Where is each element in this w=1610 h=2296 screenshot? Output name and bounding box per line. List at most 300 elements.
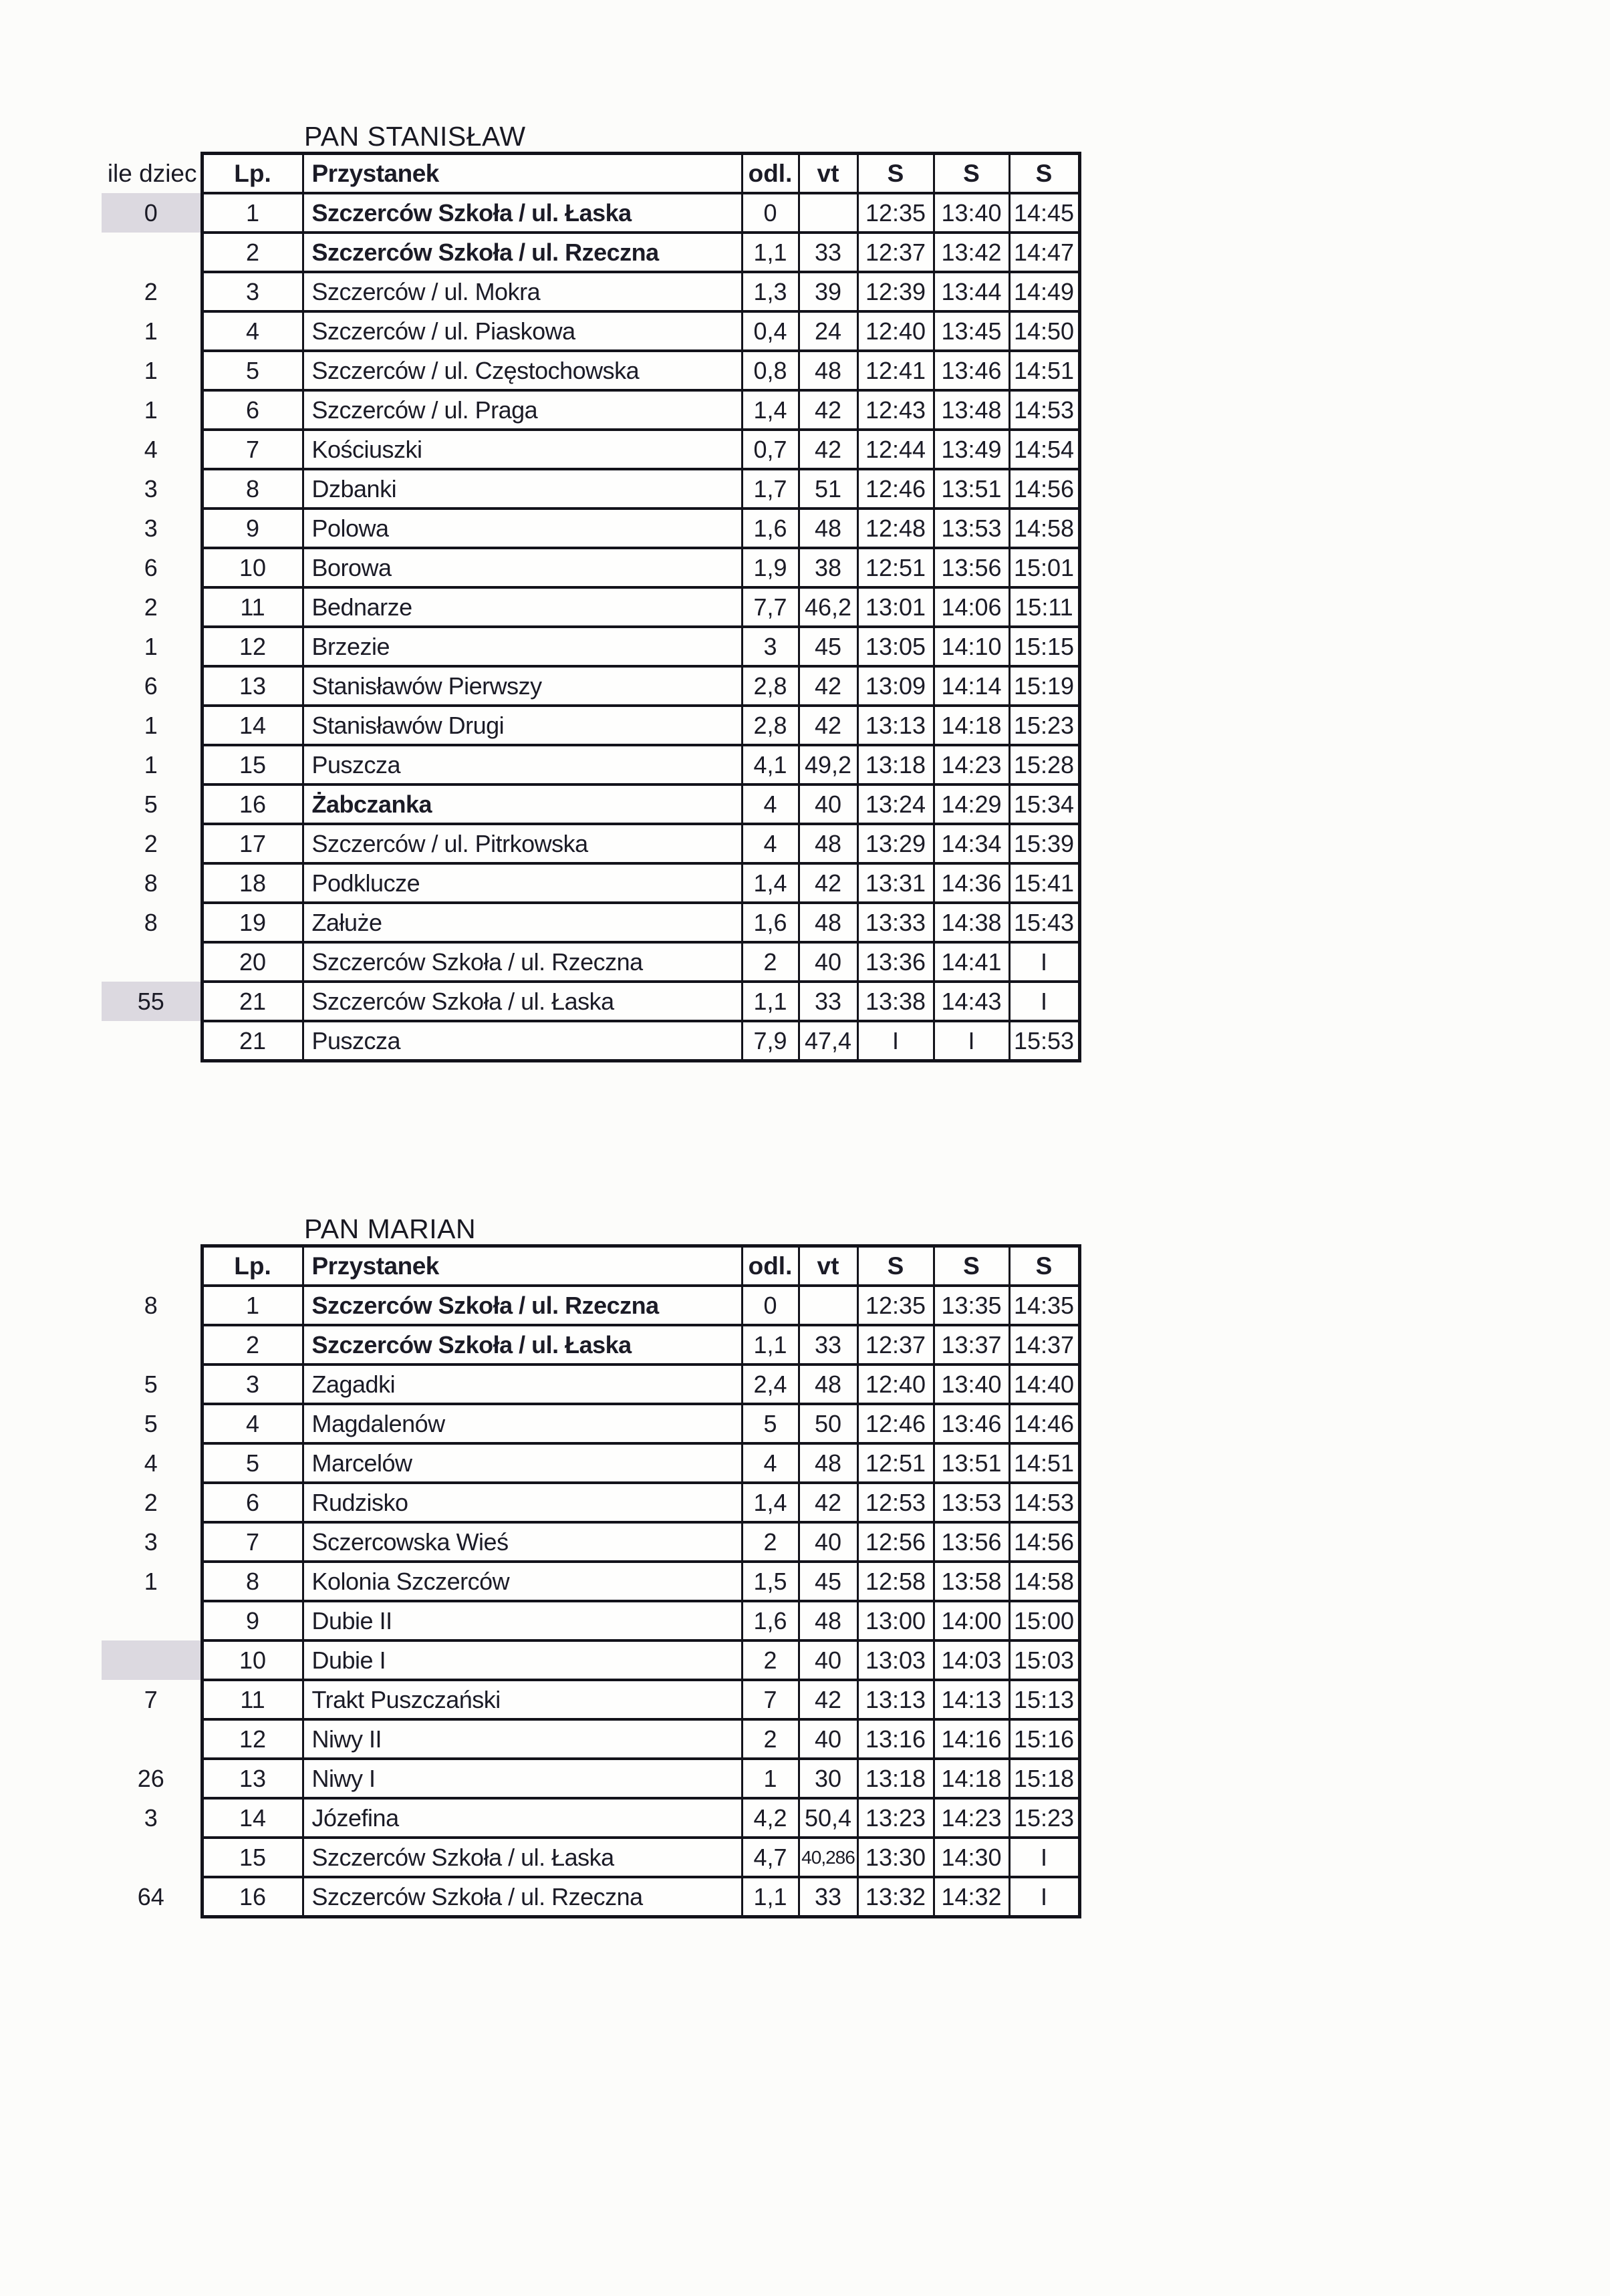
schedule-title-stanislaw: PAN STANISŁAW: [304, 121, 526, 152]
cell-odl: 5: [742, 1404, 799, 1443]
cell-children-count: 8: [144, 908, 158, 936]
cell-time-s3: 14:40: [1009, 1365, 1079, 1404]
cell-time-s2: 14:18: [934, 706, 1009, 745]
table-row: [102, 548, 1079, 587]
cell-time-s2: 14:14: [934, 666, 1009, 706]
cell-time-s3: 14:46: [1009, 1404, 1079, 1443]
cell-time-s3: 15:16: [1009, 1719, 1079, 1759]
cell-time-s2: 13:45: [934, 311, 1009, 351]
cell-stop-name: Brzezie: [303, 627, 742, 666]
cell-stop-name: Dzbanki: [303, 469, 742, 509]
cell-time-s2: 13:49: [934, 430, 1009, 469]
side-column-label: ile dziec: [107, 159, 197, 187]
cell-vt: 46,2: [799, 587, 857, 627]
cell-time-s3: 14:53: [1009, 390, 1079, 430]
cell-stop-name: Puszcza: [303, 1021, 742, 1061]
table-row: [102, 1798, 1079, 1838]
column-header: S: [934, 154, 1009, 194]
cell-children-count: [102, 1838, 202, 1877]
cell-vt: 50: [799, 1404, 857, 1443]
cell-time-s1: 13:31: [857, 863, 934, 903]
cell-lp: 9: [202, 509, 303, 548]
cell-lp: 9: [202, 1601, 303, 1640]
cell-children-count: 6: [144, 553, 158, 581]
cell-lp: 2: [202, 1325, 303, 1365]
cell-time-s2: 14:03: [934, 1640, 1009, 1680]
cell-stop-name: Rudzisko: [303, 1483, 742, 1522]
cell-stop-name: Szczerców / ul. Mokra: [303, 272, 742, 311]
cell-time-s1: 12:37: [857, 1325, 934, 1365]
table-row: [102, 1286, 1079, 1325]
cell-lp: 8: [202, 469, 303, 509]
cell-odl: 2,8: [742, 666, 799, 706]
cell-time-s2: 13:58: [934, 1562, 1009, 1601]
cell-lp: 12: [202, 627, 303, 666]
cell-time-s1: 13:38: [857, 982, 934, 1021]
cell-odl: 2,8: [742, 706, 799, 745]
table-row: [102, 982, 1079, 1021]
table-row: [102, 1404, 1079, 1443]
cell-odl: 4,1: [742, 745, 799, 784]
cell-time-s2: 14:32: [934, 1877, 1009, 1917]
table-row: [102, 784, 1079, 824]
cell-time-s2: 14:43: [934, 982, 1009, 1021]
cell-odl: 7,9: [742, 1021, 799, 1061]
cell-stop-name: Szczerców Szkoła / ul. Łaska: [303, 1838, 742, 1877]
cell-time-s3: I: [1009, 1877, 1079, 1917]
cell-vt: 48: [799, 903, 857, 942]
cell-lp: 4: [202, 1404, 303, 1443]
cell-lp: 11: [202, 1680, 303, 1719]
cell-stop-name: Szczerców / ul. Piaskowa: [303, 311, 742, 351]
table-row: [102, 1522, 1079, 1562]
cell-vt: 24: [799, 311, 857, 351]
cell-time-s1: 12:48: [857, 509, 934, 548]
cell-lp: 6: [202, 390, 303, 430]
cell-stop-name: Stanisławów Pierwszy: [303, 666, 742, 706]
cell-time-s2: 13:40: [934, 1365, 1009, 1404]
cell-stop-name: Borowa: [303, 548, 742, 587]
cell-children-count: 64: [137, 1882, 164, 1910]
cell-stop-name: Szczerców Szkoła / ul. Rzeczna: [303, 233, 742, 272]
column-header: vt: [799, 1246, 857, 1286]
cell-lp: 3: [202, 1365, 303, 1404]
cell-lp: 1: [202, 1286, 303, 1325]
cell-time-s1: 13:05: [857, 627, 934, 666]
cell-odl: 4,2: [742, 1798, 799, 1838]
cell-time-s1: 13:23: [857, 1798, 934, 1838]
cell-odl: 1,4: [742, 1483, 799, 1522]
cell-stop-name: Niwy I: [303, 1759, 742, 1798]
cell-odl: 4: [742, 824, 799, 863]
cell-stop-name: Puszcza: [303, 745, 742, 784]
cell-lp: 2: [202, 233, 303, 272]
cell-lp: 3: [202, 272, 303, 311]
cell-time-s1: 13:13: [857, 1680, 934, 1719]
cell-children-count: 4: [144, 1449, 158, 1477]
cell-vt: 48: [799, 1443, 857, 1483]
cell-time-s3: I: [1009, 942, 1079, 982]
schedule-table-stanislaw: [102, 152, 1081, 1062]
cell-time-s1: 13:01: [857, 587, 934, 627]
column-header: Przystanek: [303, 1246, 742, 1286]
cell-time-s3: 14:56: [1009, 469, 1079, 509]
cell-time-s1: 13:09: [857, 666, 934, 706]
cell-odl: 4,7: [742, 1838, 799, 1877]
cell-lp: 5: [202, 351, 303, 390]
cell-odl: 1,1: [742, 1325, 799, 1365]
table-row: [102, 390, 1079, 430]
header-row: [102, 1246, 1079, 1286]
cell-lp: 4: [202, 311, 303, 351]
cell-children-count: [102, 233, 202, 272]
cell-time-s3: 14:47: [1009, 233, 1079, 272]
cell-children-count: 3: [144, 514, 158, 542]
cell-children-count: 0: [102, 193, 202, 233]
cell-odl: 1,6: [742, 1601, 799, 1640]
table-row: [102, 469, 1079, 509]
cell-time-s1: 12:51: [857, 548, 934, 587]
cell-time-s1: 13:29: [857, 824, 934, 863]
cell-children-count: 3: [144, 1804, 158, 1832]
cell-children-count: [102, 1325, 202, 1365]
cell-children-count: 1: [144, 632, 158, 660]
cell-odl: 1,1: [742, 1877, 799, 1917]
cell-time-s3: 14:37: [1009, 1325, 1079, 1365]
cell-stop-name: Polowa: [303, 509, 742, 548]
cell-odl: 1,9: [742, 548, 799, 587]
cell-vt: 40: [799, 1640, 857, 1680]
cell-stop-name: Sczercowska Wieś: [303, 1522, 742, 1562]
cell-vt: 42: [799, 1483, 857, 1522]
column-header: S: [1009, 154, 1079, 194]
cell-time-s2: 14:23: [934, 745, 1009, 784]
cell-odl: 1,5: [742, 1562, 799, 1601]
schedule-title-marian: PAN MARIAN: [304, 1213, 477, 1244]
cell-time-s2: 13:40: [934, 193, 1009, 233]
cell-time-s2: 14:16: [934, 1719, 1009, 1759]
cell-time-s2: 13:51: [934, 469, 1009, 509]
cell-stop-name: Zagadki: [303, 1365, 742, 1404]
table-row: [102, 430, 1079, 469]
cell-lp: 13: [202, 1759, 303, 1798]
cell-stop-name: Niwy II: [303, 1719, 742, 1759]
cell-time-s2: 14:29: [934, 784, 1009, 824]
cell-odl: 0: [742, 193, 799, 233]
table-row: [102, 1365, 1079, 1404]
table-row: [102, 1759, 1079, 1798]
cell-time-s3: 14:56: [1009, 1522, 1079, 1562]
column-header: Przystanek: [303, 154, 742, 194]
table-row: [102, 587, 1079, 627]
cell-lp: 16: [202, 1877, 303, 1917]
cell-vt: 42: [799, 666, 857, 706]
cell-children-count: 1: [144, 317, 158, 345]
table-row: [102, 1719, 1079, 1759]
cell-time-s3: 15:43: [1009, 903, 1079, 942]
cell-vt: [799, 1286, 857, 1325]
cell-time-s3: 15:23: [1009, 706, 1079, 745]
table-row: [102, 1562, 1079, 1601]
cell-time-s3: 14:54: [1009, 430, 1079, 469]
stanislaw-schedule-section: [102, 122, 1081, 1062]
cell-children-count: [102, 1601, 202, 1640]
cell-vt: 40: [799, 942, 857, 982]
cell-time-s3: 15:01: [1009, 548, 1079, 587]
cell-time-s3: 15:34: [1009, 784, 1079, 824]
cell-vt: 50,4: [799, 1798, 857, 1838]
cell-time-s2: 13:44: [934, 272, 1009, 311]
cell-time-s1: 13:13: [857, 706, 934, 745]
cell-vt: 45: [799, 1562, 857, 1601]
cell-time-s3: 15:00: [1009, 1601, 1079, 1640]
table-row: [102, 509, 1079, 548]
cell-odl: 7: [742, 1680, 799, 1719]
cell-odl: 1,1: [742, 233, 799, 272]
cell-time-s1: I: [857, 1021, 934, 1061]
cell-stop-name: Dubie I: [303, 1640, 742, 1680]
cell-time-s1: 12:43: [857, 390, 934, 430]
cell-time-s2: 13:51: [934, 1443, 1009, 1483]
cell-lp: 21: [202, 1021, 303, 1061]
cell-time-s3: 14:35: [1009, 1286, 1079, 1325]
table-row: [102, 233, 1079, 272]
cell-stop-name: Żabczanka: [303, 784, 742, 824]
cell-odl: 4: [742, 1443, 799, 1483]
cell-children-count: 1: [144, 1567, 158, 1595]
cell-vt: 45: [799, 627, 857, 666]
cell-time-s1: 12:35: [857, 1286, 934, 1325]
cell-vt: 48: [799, 1601, 857, 1640]
cell-stop-name: Kościuszki: [303, 430, 742, 469]
cell-vt: 51: [799, 469, 857, 509]
cell-children-count: 8: [144, 869, 158, 897]
cell-time-s3: 14:53: [1009, 1483, 1079, 1522]
cell-time-s2: 14:23: [934, 1798, 1009, 1838]
cell-time-s2: 13:46: [934, 1404, 1009, 1443]
cell-children-count: 2: [144, 829, 158, 857]
cell-lp: 21: [202, 982, 303, 1021]
cell-time-s2: 14:13: [934, 1680, 1009, 1719]
cell-time-s3: 15:11: [1009, 587, 1079, 627]
cell-time-s1: 13:18: [857, 1759, 934, 1798]
cell-vt: 42: [799, 706, 857, 745]
cell-odl: 1,4: [742, 863, 799, 903]
cell-children-count: 5: [144, 1409, 158, 1437]
cell-time-s1: 13:32: [857, 1877, 934, 1917]
cell-children-count: 2: [144, 593, 158, 621]
cell-stop-name: Kolonia Szczerców: [303, 1562, 742, 1601]
cell-time-s3: 15:19: [1009, 666, 1079, 706]
cell-stop-name: Szczerców Szkoła / ul. Rzeczna: [303, 942, 742, 982]
cell-children-count: 2: [144, 277, 158, 305]
cell-time-s3: 14:50: [1009, 311, 1079, 351]
cell-children-count: 3: [144, 1528, 158, 1556]
cell-vt: 48: [799, 509, 857, 548]
table-row: [102, 272, 1079, 311]
cell-odl: 1,7: [742, 469, 799, 509]
cell-time-s2: 14:38: [934, 903, 1009, 942]
cell-children-count: 5: [144, 790, 158, 818]
cell-time-s1: 13:24: [857, 784, 934, 824]
cell-time-s3: I: [1009, 1838, 1079, 1877]
cell-lp: 17: [202, 824, 303, 863]
cell-stop-name: Szczerców Szkoła / ul. Łaska: [303, 1325, 742, 1365]
cell-stop-name: Szczerców Szkoła / ul. Łaska: [303, 982, 742, 1021]
table-row: [102, 942, 1079, 982]
cell-time-s1: 12:35: [857, 193, 934, 233]
cell-lp: 13: [202, 666, 303, 706]
cell-stop-name: Józefina: [303, 1798, 742, 1838]
cell-children-count: [102, 1640, 202, 1680]
cell-time-s2: 13:56: [934, 1522, 1009, 1562]
cell-children-count: 26: [137, 1764, 164, 1792]
table-row: [102, 706, 1079, 745]
cell-time-s3: 15:41: [1009, 863, 1079, 903]
cell-children-count: 5: [144, 1370, 158, 1398]
cell-vt: 33: [799, 982, 857, 1021]
cell-time-s1: 12:39: [857, 272, 934, 311]
cell-stop-name: Stanisławów Drugi: [303, 706, 742, 745]
cell-children-count: 1: [144, 396, 158, 424]
cell-vt: 33: [799, 233, 857, 272]
cell-odl: 2: [742, 1522, 799, 1562]
cell-time-s3: 14:49: [1009, 272, 1079, 311]
cell-odl: 2: [742, 942, 799, 982]
table-row: [102, 1838, 1079, 1877]
cell-time-s2: 13:48: [934, 390, 1009, 430]
cell-time-s2: 14:10: [934, 627, 1009, 666]
cell-time-s1: 12:37: [857, 233, 934, 272]
cell-vt: 33: [799, 1325, 857, 1365]
cell-time-s3: 15:13: [1009, 1680, 1079, 1719]
cell-time-s1: 12:44: [857, 430, 934, 469]
column-header: Lp.: [202, 154, 303, 194]
cell-children-count: [102, 1021, 202, 1061]
cell-time-s1: 13:30: [857, 1838, 934, 1877]
cell-time-s1: 13:36: [857, 942, 934, 982]
cell-lp: 6: [202, 1483, 303, 1522]
cell-time-s3: 14:58: [1009, 1562, 1079, 1601]
cell-stop-name: Dubie II: [303, 1601, 742, 1640]
table-row: [102, 745, 1079, 784]
cell-odl: 1,6: [742, 509, 799, 548]
cell-stop-name: Szczerców / ul. Częstochowska: [303, 351, 742, 390]
cell-time-s2: 14:06: [934, 587, 1009, 627]
cell-children-count: 3: [144, 474, 158, 503]
cell-time-s1: 12:51: [857, 1443, 934, 1483]
column-header: odl.: [742, 154, 799, 194]
cell-stop-name: Załuże: [303, 903, 742, 942]
cell-time-s3: 15:53: [1009, 1021, 1079, 1061]
cell-children-count: 55: [102, 982, 202, 1021]
cell-time-s3: I: [1009, 982, 1079, 1021]
cell-lp: 11: [202, 587, 303, 627]
cell-time-s3: 15:18: [1009, 1759, 1079, 1798]
cell-odl: 1,4: [742, 390, 799, 430]
cell-vt: 33: [799, 1877, 857, 1917]
table-row: [102, 1483, 1079, 1522]
cell-vt: 39: [799, 272, 857, 311]
cell-time-s2: 14:30: [934, 1838, 1009, 1877]
cell-lp: 1: [202, 193, 303, 233]
cell-time-s3: 14:45: [1009, 193, 1079, 233]
cell-time-s3: 15:15: [1009, 627, 1079, 666]
cell-vt: 38: [799, 548, 857, 587]
cell-vt: 42: [799, 390, 857, 430]
cell-lp: 19: [202, 903, 303, 942]
cell-time-s2: I: [934, 1021, 1009, 1061]
cell-time-s2: 14:18: [934, 1759, 1009, 1798]
cell-time-s1: 13:16: [857, 1719, 934, 1759]
cell-odl: 1,6: [742, 903, 799, 942]
cell-vt: 48: [799, 351, 857, 390]
cell-vt: 42: [799, 1680, 857, 1719]
cell-odl: 2: [742, 1640, 799, 1680]
cell-lp: 18: [202, 863, 303, 903]
cell-odl: 1: [742, 1759, 799, 1798]
cell-time-s1: 12:40: [857, 311, 934, 351]
cell-children-count: [102, 1719, 202, 1759]
cell-time-s1: 12:40: [857, 1365, 934, 1404]
cell-children-count: 2: [144, 1488, 158, 1516]
table-row: [102, 863, 1079, 903]
table-row: [102, 1877, 1079, 1917]
cell-time-s2: 14:00: [934, 1601, 1009, 1640]
table-row: [102, 1680, 1079, 1719]
table-row: [102, 903, 1079, 942]
cell-vt: 47,4: [799, 1021, 857, 1061]
cell-time-s1: 12:46: [857, 469, 934, 509]
cell-lp: 12: [202, 1719, 303, 1759]
cell-vt: 48: [799, 824, 857, 863]
cell-stop-name: Bednarze: [303, 587, 742, 627]
cell-lp: 7: [202, 1522, 303, 1562]
cell-vt: 40: [799, 1719, 857, 1759]
cell-vt: 30: [799, 1759, 857, 1798]
cell-time-s1: 13:00: [857, 1601, 934, 1640]
cell-odl: 2: [742, 1719, 799, 1759]
column-header: Lp.: [202, 1246, 303, 1286]
cell-children-count: 1: [144, 750, 158, 778]
column-header: vt: [799, 154, 857, 194]
cell-time-s1: 13:33: [857, 903, 934, 942]
cell-odl: 4: [742, 784, 799, 824]
cell-lp: 14: [202, 706, 303, 745]
table-row: [102, 193, 1079, 233]
cell-time-s3: 14:51: [1009, 1443, 1079, 1483]
cell-odl: 0: [742, 1286, 799, 1325]
cell-odl: 1,3: [742, 272, 799, 311]
cell-time-s2: 13:53: [934, 509, 1009, 548]
cell-time-s3: 14:58: [1009, 509, 1079, 548]
table-row: [102, 1325, 1079, 1365]
cell-time-s3: 14:51: [1009, 351, 1079, 390]
cell-vt: 49,2: [799, 745, 857, 784]
cell-vt: 40: [799, 784, 857, 824]
cell-time-s2: 13:53: [934, 1483, 1009, 1522]
side-column-label: [102, 1246, 202, 1286]
table-row: [102, 666, 1079, 706]
cell-lp: 16: [202, 784, 303, 824]
cell-children-count: 6: [144, 672, 158, 700]
cell-odl: 0,7: [742, 430, 799, 469]
cell-stop-name: Marcelów: [303, 1443, 742, 1483]
cell-children-count: 4: [144, 435, 158, 463]
cell-lp: 14: [202, 1798, 303, 1838]
cell-vt: 42: [799, 430, 857, 469]
cell-odl: 3: [742, 627, 799, 666]
